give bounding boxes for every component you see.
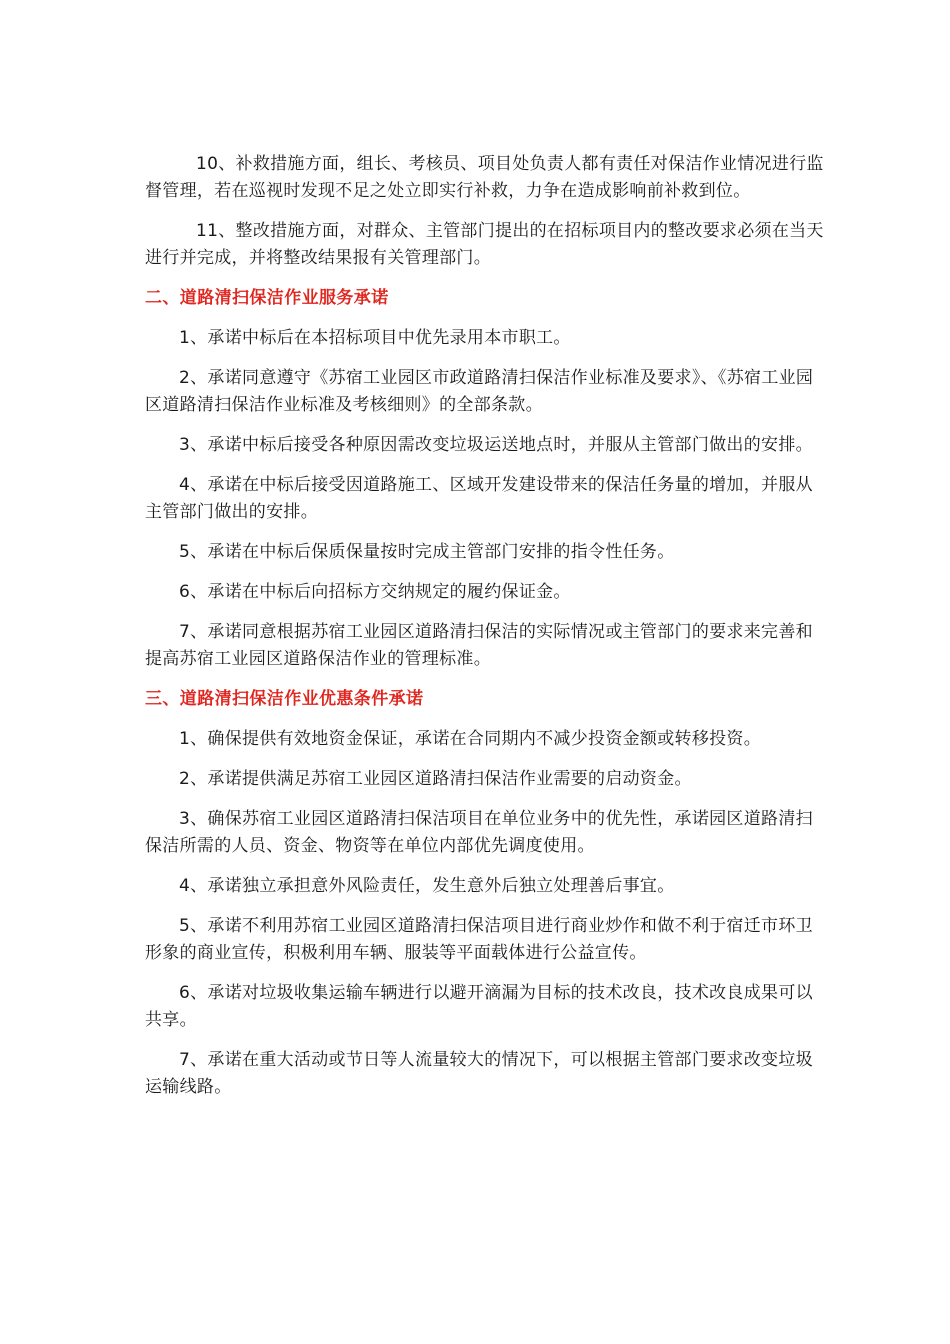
section-3-item-2: 2、承诺提供满足苏宿工业园区道路清扫保洁作业需要的启动资金。 bbox=[179, 769, 692, 789]
section-3-item-5: 5、承诺不利用苏宿工业园区道路清扫保洁项目进行商业炒作和做不利于宿迁市环卫形象的商业宣传，积极利用车辆、服装等平面载体进行公益宣传。 bbox=[145, 916, 813, 963]
section-3-item-4: 4、承诺独立承担意外风险责任，发生意外后独立处理善后事宜。 bbox=[179, 876, 675, 896]
section-2-heading: 二、道路清扫保洁作业服务承诺 bbox=[145, 288, 389, 308]
section-2-item-3: 3、承诺中标后接受各种原因需改变垃圾运送地点时，并服从主管部门做出的安排。 bbox=[179, 435, 813, 455]
paragraph-item-10: 10、补救措施方面，组长、考核员、项目处负责人都有责任对保洁作业情况进行监督管理，若在巡视时发现不足之处立即实行补救，力争在造成影响前补救到位。 bbox=[145, 154, 824, 201]
section-3-item-1: 1、确保提供有效地资金保证，承诺在合同期内不减少投资金额或转移投资。 bbox=[179, 729, 762, 749]
document-body bbox=[145, 151, 825, 1114]
section-2-item-6: 6、承诺在中标后向招标方交纳规定的履约保证金。 bbox=[179, 582, 571, 602]
section-3-item-6: 6、承诺对垃圾收集运输车辆进行以避开滴漏为目标的技术改良，技术改良成果可以共享。 bbox=[145, 983, 813, 1030]
section-2-item-1: 1、承诺中标后在本招标项目中优先录用本市职工。 bbox=[179, 328, 571, 348]
section-2-item-4: 4、承诺在中标后接受因道路施工、区域开发建设带来的保洁任务量的增加，并服从主管部门做出的安排。 bbox=[145, 475, 813, 522]
section-2-item-7: 7、承诺同意根据苏宿工业园区道路清扫保洁的实际情况或主管部门的要求来完善和提高苏宿工业园区道路保洁作业的管理标准。 bbox=[145, 622, 813, 669]
section-3-item-3: 3、确保苏宿工业园区道路清扫保洁项目在单位业务中的优先性，承诺园区道路清扫保洁所需的人员、资金、物资等在单位内部优先调度使用。 bbox=[145, 809, 813, 856]
section-3-item-7: 7、承诺在重大活动或节日等人流量较大的情况下，可以根据主管部门要求改变垃圾运输线路。 bbox=[145, 1050, 813, 1097]
paragraph-item-11: 11、整改措施方面，对群众、主管部门提出的在招标项目内的整改要求必须在当天进行并完成，并将整改结果报有关管理部门。 bbox=[145, 221, 824, 268]
section-3-heading: 三、道路清扫保洁作业优惠条件承诺 bbox=[145, 689, 424, 709]
section-2-item-5: 5、承诺在中标后保质保量按时完成主管部门安排的指令性任务。 bbox=[179, 542, 675, 562]
section-2-item-2: 2、承诺同意遵守《苏宿工业园区市政道路清扫保洁作业标准及要求》、《苏宿工业园区道路清扫保洁作业标准及考核细则》的全部条款。 bbox=[145, 368, 814, 415]
